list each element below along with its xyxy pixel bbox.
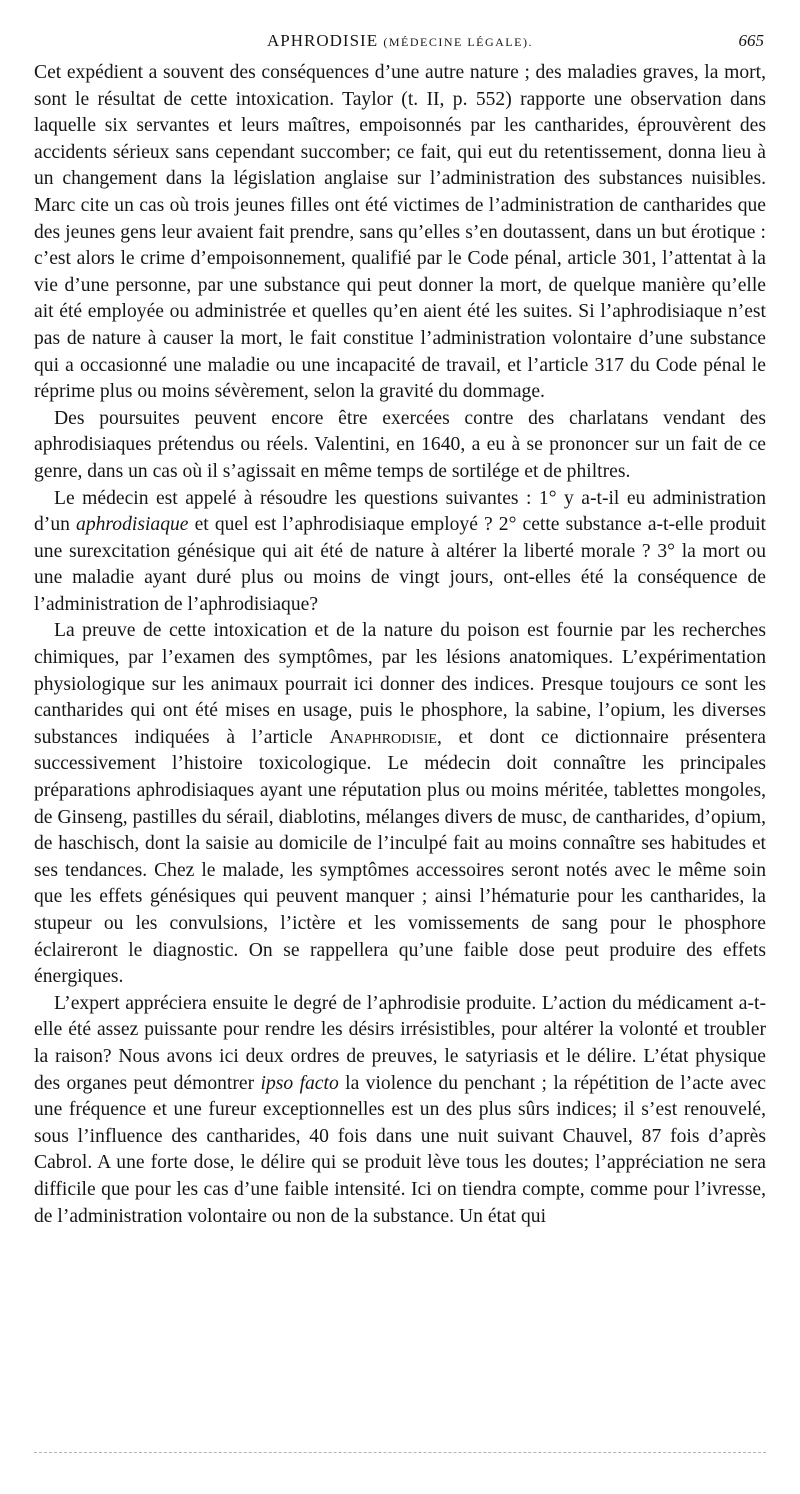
paragraph-4-small-caps: Anaphrodisie	[329, 726, 437, 748]
paragraph-5	[34, 991, 766, 1230]
paragraph-3-text-a: Le médecin est appelé à résoudre les questions suivantes : 1° y a-t-il eu administration d’un	[34, 487, 766, 536]
paragraph-3	[34, 486, 766, 619]
paragraph-3-italic: aphrodisiaque	[76, 514, 189, 536]
body-text	[34, 60, 766, 1230]
paragraph-4-text-b: , et dont ce dictionnaire présentera successivement l’histoire toxicologique. Le médecin doit connaître les principales préparations aphrodisiaques ayant une réputation plus ou moins méritée, tablettes mongoles, de Ginseng, pastilles du sérail, diablotins, mélanges divers de musc, de cantharides, d’opium, de haschisch, dont la saisie au domicile de l’inculpé fait au moins connaître ses habitudes et ses tendances. Chez le malade, les symptômes accessoires seront notés avec le même soin que les effets génésiques qui peuvent manquer ; ainsi l’hématurie pour les cantharides, la stupeur ou les convulsions, l’ictère et les vomissements de sang pour le phosphore éclaireront le diagnostic. On se rappellera qu’une faible dose peut produire des effets énergiques.	[34, 726, 766, 988]
paragraph-5-text-a: L’expert appréciera ensuite le degré de l’aphrodisie produite. L’action du médicament a-t-elle été assez puissante pour rendre les désirs irrésistibles, pour altérer la volonté et troubler la raison? Nous avons ici deux ordres de preuves, le satyriasis et le délire. L’état physique des organes peut démontrer	[34, 992, 766, 1094]
page-number: 665	[738, 31, 764, 50]
footer-rule	[34, 1452, 766, 1453]
paragraph-5-italic: ipso facto	[260, 1072, 339, 1094]
paragraph-3-text-b: et quel est l’aphrodisiaque employé ? 2° cette substance a-t-elle produit une surexcitation génésique qui ait été de nature à altérer la liberté morale ? 3° la mort ou une maladie ayant duré plus ou moins de vingt jours, ont-elles été la conséquence de l’administration de l’aphrodisiaque?	[34, 514, 766, 615]
paragraph-2: Des poursuites peuvent encore être exercées contre des charlatans vendant des aphrodisiaques prétendus ou réels. Valentini, en 1640, a eu à se prononcer sur un fait de ce genre, dans un cas où il s’agissait en même temps de sortilége et de philtres.	[34, 407, 766, 482]
header-title: APHRODISIE	[267, 31, 379, 50]
paragraph-4	[34, 618, 766, 990]
running-title	[34, 28, 766, 55]
running-header	[34, 28, 766, 54]
paragraph-1: Cet expédient a souvent des conséquences d’une autre nature ; des maladies graves, la mort, sont le résultat de cette intoxication. Taylor (t. II, p. 552) rapporte une observation dans laquelle six servantes et leurs maîtres, empoisonnés par les cantharides, éprouvèrent des accidents sérieux sans cependant succomber; ce fait, qui eut du retentissement, donna lieu à un changement dans la législation anglaise sur l’administration des substances nuisibles. Marc cite un cas où trois jeunes filles ont été victimes de l’administration de cantharides que des jeunes gens leur avaient fait prendre, sans qu’elles s’en doutassent, dans un but érotique : c’est alors le crime d’empoisonnement, qualifié par le Code pénal, article 301, l’attentat à la vie d’une personne, par une substance qui peut donner la mort, de quelque manière qu’elle ait été employée ou administrée et quelles qu’en aient été les suites. Si l’aphrodisiaque n’est pas de nature à causer la mort, le fait constitue l’administration volontaire d’une substance qui a occasionné une maladie ou une incapacité de travail, et l’article 317 du Code pénal le réprime plus ou moins sévèrement, selon la gravité du dommage.	[34, 62, 766, 403]
paragraph-4-text-a: La preuve de cette intoxication et de la nature du poison est fournie par les recherches chimiques, par l’examen des symptômes, par les lésions anatomiques. L’expérimentation physiologique sur les animaux pourrait ici donner des indices. Presque toujours ce sont les cantharides qui ont été mises en usage, puis le phosphore, la sabine, l’opium, les diverses substances indiquées à l’article	[34, 620, 766, 748]
header-subtitle: (MÉDECINE LÉGALE).	[383, 35, 533, 49]
paragraph-5-text-b: la violence du penchant ; la répétition de l’acte avec une fréquence et une fureur exceptionnelles est un des plus sûrs indices; il s’est renouvelé, sous l’influence des cantharides, 40 fois dans une nuit suivant Chauvel, 87 fois d’après Cabrol. A une forte dose, le délire qui se produit lève tous les doutes; l’appréciation ne sera difficile que pour les cas d’une faible intensité. Ici on tiendra compte, comme pour l’ivresse, de l’administration volontaire ou non de la substance. Un état qui	[34, 1072, 767, 1227]
